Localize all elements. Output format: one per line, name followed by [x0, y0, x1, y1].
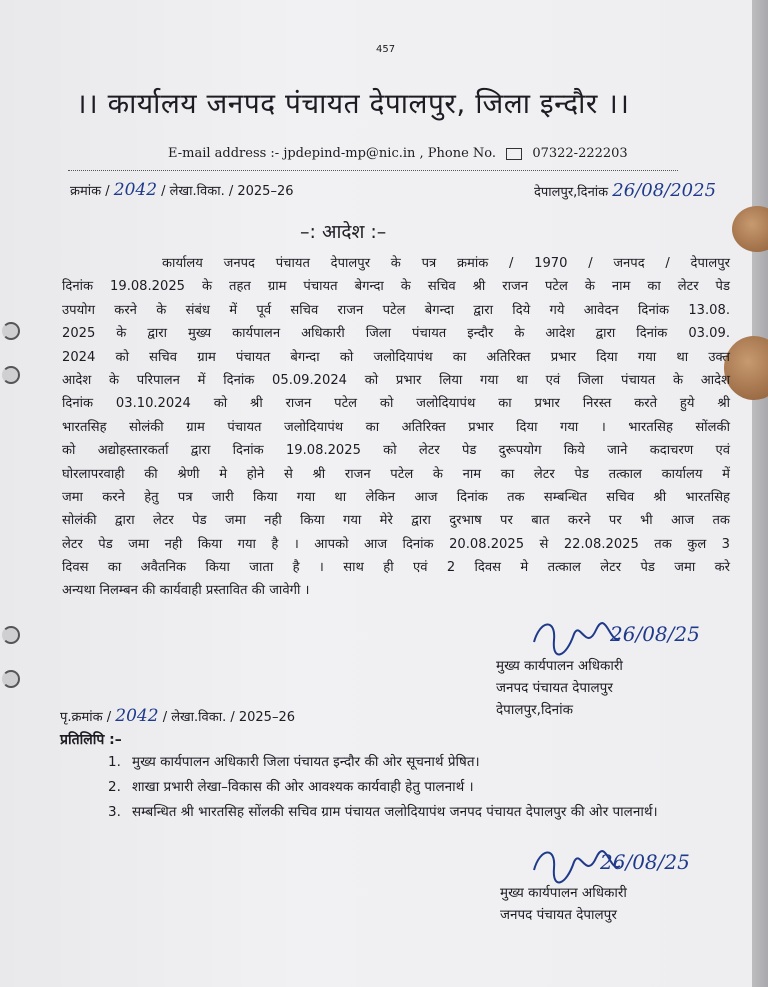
list-text: सम्बन्धित श्री भारतसिह सोंलकी सचिव ग्राम पंचायत जलोदियापंथ जनपद पंचायत देपालपुर की ओर पालनार्थ। [132, 804, 658, 820]
contact-line [168, 146, 628, 161]
ref-prefix: क्रमांक / [70, 184, 110, 199]
list-number: 1. [108, 754, 121, 770]
body-line: दिवस का अवैतनिक किया जाता है । साथ ही एवं 2 दिवस मे तत्काल लेटर पेड जमा करे [62, 560, 730, 576]
signatory-office: जनपद पंचायत देपालपुर [496, 680, 613, 696]
page-number: 457 [376, 44, 396, 55]
list-item [108, 800, 728, 825]
list-number: 2. [108, 779, 121, 795]
copy-ref-prefix: पृ.क्रमांक / [60, 710, 112, 725]
signature-block [500, 882, 627, 926]
list-text: मुख्य कार्यपालन अधिकारी जिला पंचायत इन्दौर की ओर सूचनार्थ प्रेषित। [132, 754, 480, 770]
body-line: भारतसिह सोलंकी ग्राम पंचायत जलोदियापंथ का अतिरिक्त प्रभार दिया गया । भारतसिह सोंलकी [62, 419, 730, 435]
order-title: –: आदेश :– [300, 221, 387, 243]
signature-date-handwritten: 26/08/25 [610, 622, 700, 646]
signature-date-handwritten: 26/08/25 [600, 850, 690, 874]
list-item [108, 775, 728, 800]
ref-number-handwritten: 2042 [113, 180, 158, 200]
body-line: को अद्योहस्तारकर्ता द्वारा दिनांक 19.08.2025 को लेटर पेड दुरूपयोग किये जाने कदाचरण एवं [62, 443, 730, 459]
signatory-office: जनपद पंचायत देपालपुर [500, 907, 617, 923]
body-line: लेटर पेड जमा नही किया गया है । आपको आज दिनांक 20.08.2025 से 22.08.2025 तक कुल 3 [62, 536, 730, 552]
signature-block [496, 655, 623, 721]
copy-list [108, 750, 728, 825]
body-line: कार्यालय जनपद पंचायत देपालपुर के पत्र क्रमांक / 1970 / जनपद / देपालपुर [162, 256, 730, 271]
body-line: 2024 को सचिव ग्राम पंचायत बेगन्दा को जलोदियापंथ का अतिरिक्त प्रभार दिया गया था उक्त [62, 349, 730, 365]
body-line: आदेश के परिपालन में दिनांक 05.09.2024 को प्रभार लिया गया था एवं जिला पंचायत के आदेश [62, 372, 730, 388]
list-number: 3. [108, 804, 121, 820]
body-line: उपयोग करने के संबंध में पूर्व सचिव राजन पटेल बेगन्दा द्वारा दिये गये आवेदन दिनांक 13.08. [62, 302, 730, 318]
punch-hole [2, 322, 20, 340]
body-line: दिनांक 03.10.2024 को श्री राजन पटेल को जलोदियापंथ का प्रभार निरस्त करते हुये श्री [62, 396, 730, 412]
office-title: ।। कार्यालय जनपद पंचायत देपालपुर, जिला इन्दौर ।। [76, 87, 630, 120]
signatory-designation: मुख्य कार्यपालन अधिकारी [496, 658, 623, 674]
body-line: घोरलापरवाही की श्रेणी मे होने से श्री राजन पटेल के नाम का लेटर पेड तत्काल कार्यालय में [62, 466, 730, 482]
date-handwritten: 26/08/2025 [612, 180, 717, 201]
copy-reference-line [60, 706, 295, 726]
punch-hole [2, 626, 20, 644]
reference-line [70, 180, 293, 200]
signature-place-date: देपालपुर,दिनांक [496, 702, 573, 718]
body-line: जमा करने हेतु पत्र जारी किया गया था लेकिन आज दिनांक तक सम्बन्धित सचिव श्री भारतसिह [62, 489, 730, 505]
date-line [534, 180, 716, 201]
body-line: सोलंकी द्वारा लेटर पेड जमा नही किया गया मेरे द्वारा दुरभाष पर बात करने पर भी आज तक [62, 513, 730, 529]
punch-hole [2, 366, 20, 384]
list-text: शाखा प्रभारी लेखा–विकास की ओर आवश्यक कार्यवाही हेतु पालनार्थ । [132, 779, 474, 795]
place-date-label: देपालपुर,दिनांक [534, 185, 609, 200]
list-item [108, 750, 728, 775]
copy-label: प्रतिलिपि :– [60, 732, 122, 748]
phone-icon [506, 148, 522, 160]
email-text: E-mail address :- jpdepind-mp@nic.in , Phone No. [168, 146, 497, 161]
body-line: दिनांक 19.08.2025 के तहत ग्राम पंचायत बेगन्दा के सचिव श्री राजन पटेल के नाम का लेटर पेड [62, 279, 730, 295]
copy-ref-number-handwritten: 2042 [115, 706, 159, 726]
phone-number: 07322-222203 [532, 146, 628, 161]
ref-suffix: / लेखा.विका. / 2025–26 [161, 184, 294, 199]
signatory-designation: मुख्य कार्यपालन अधिकारी [500, 885, 627, 901]
order-body [62, 252, 730, 603]
page-edge [752, 0, 768, 987]
body-line: 2025 के द्वारा मुख्य कार्यपालन अधिकारी जिला पंचायत इन्दौर के आदेश द्वारा दिनांक 03.09. [62, 326, 730, 342]
body-line: अन्यथा निलम्बन की कार्यवाही प्रस्तावित की जावेगी । [62, 583, 310, 599]
copy-ref-suffix: / लेखा.विका. / 2025–26 [162, 710, 295, 725]
divider [68, 170, 678, 171]
punch-hole [2, 670, 20, 688]
